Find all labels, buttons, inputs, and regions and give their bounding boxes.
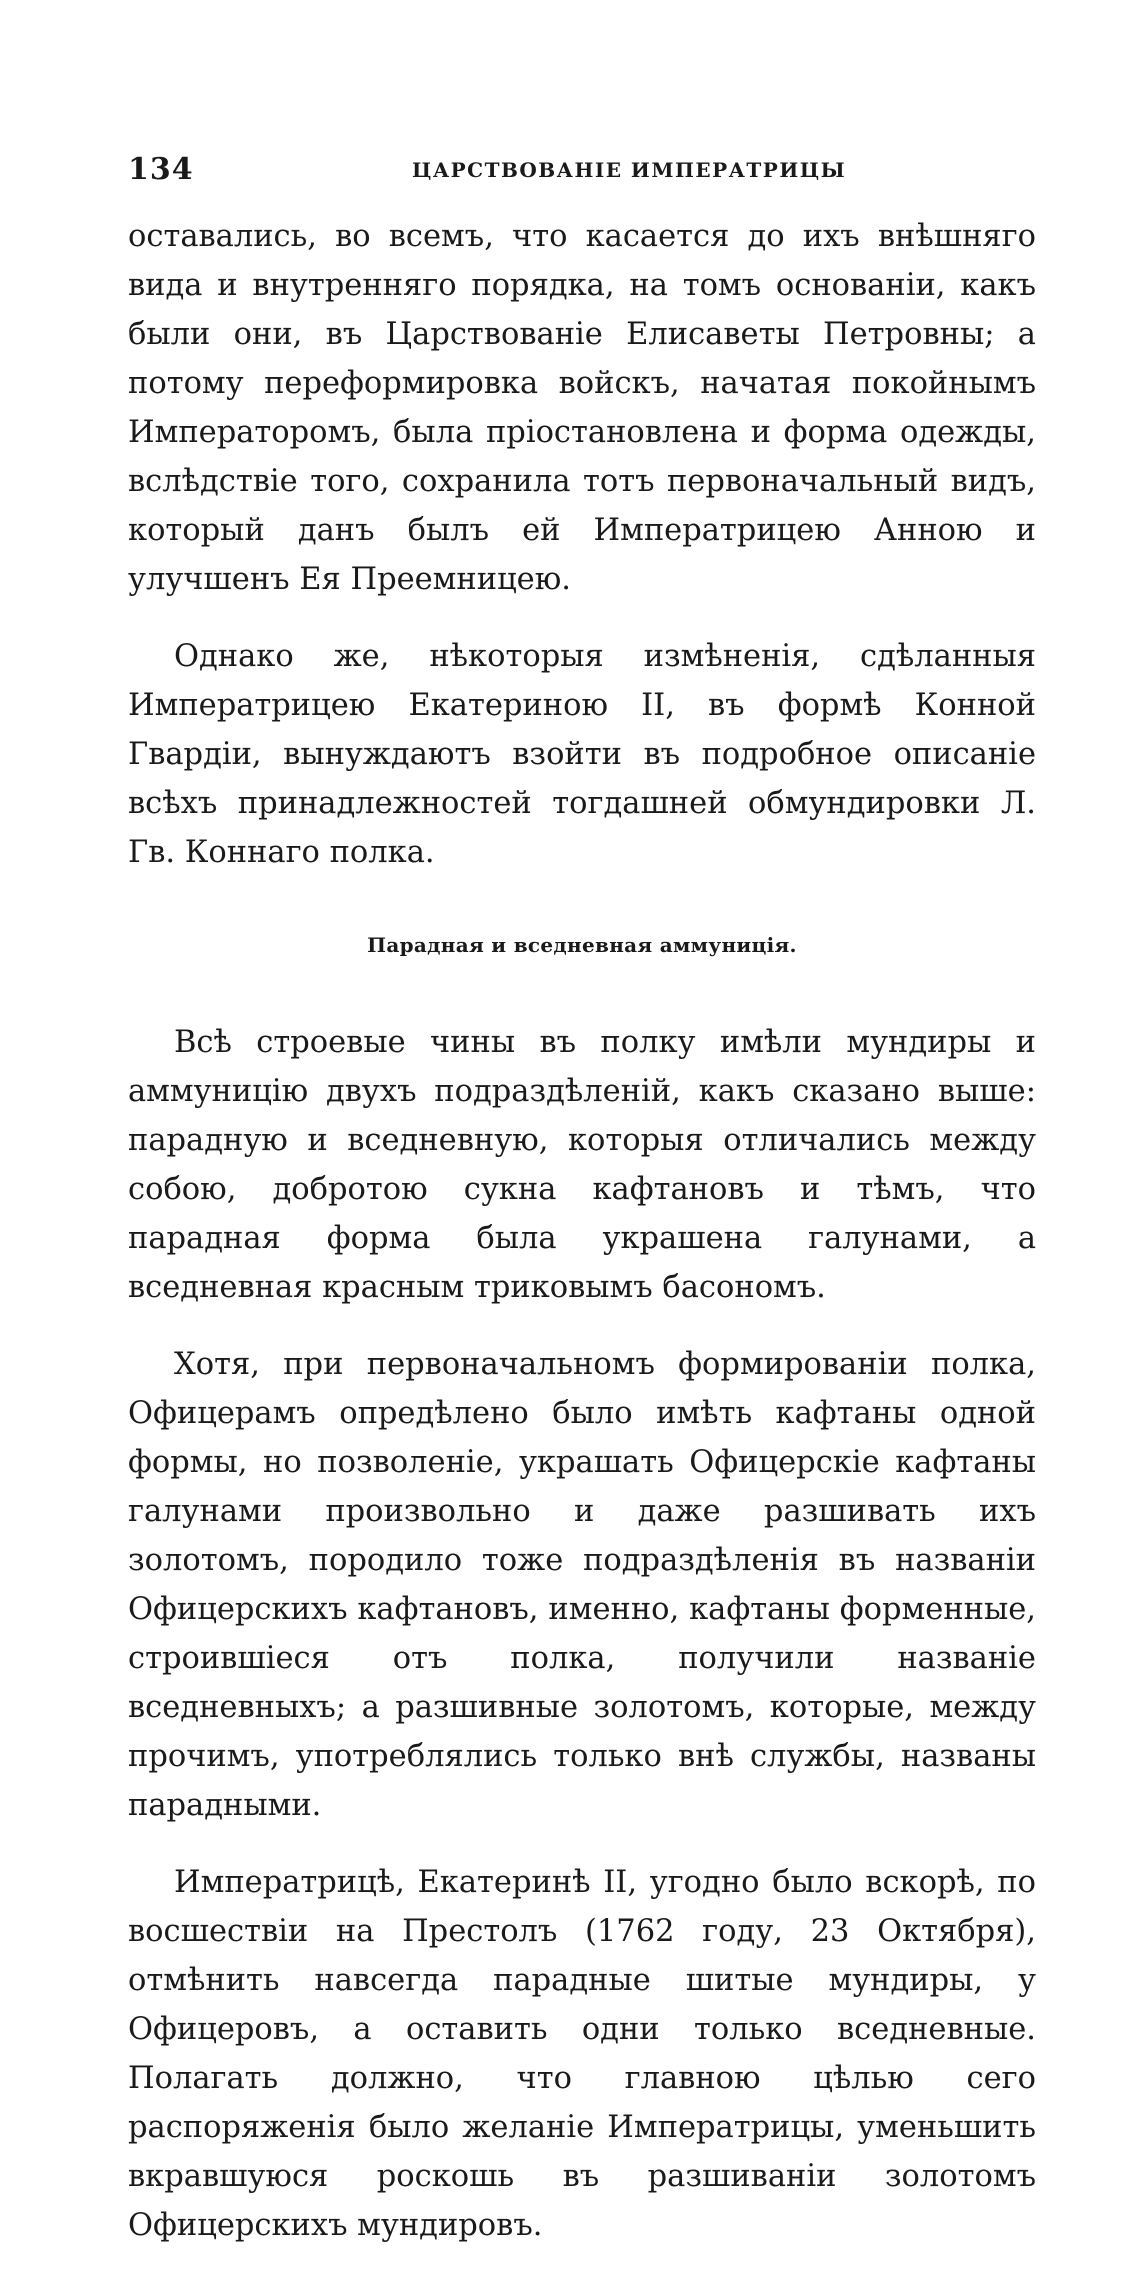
page-number: 134 [128, 152, 194, 187]
page-header [0, 152, 1140, 192]
paragraph: Однако же, нѣкоторыя измѣненія, сдѣланныя Императрицею Екатериною II, въ формѣ Конной Гвардіи, вынуждаютъ взойти въ подробное описаніе всѣхъ принадлежностей тогдашней обмундировки Л. Гв. Коннаго полка. [128, 639, 1036, 870]
paragraph: Императрицѣ, Екатеринѣ II, угодно было вскорѣ, по восшествіи на Престолъ (1762 году, 23 Октября), отмѣнить навсегда парадные шитые мундиры, у Офицеровъ, а оставить одни только вседневные. Полагать должно, что главною цѣлью сего распоряженія было желаніе Императрицы, уменьшить вкравшуюся роскошь въ разшиваніи золотомъ Офицерскихъ мундировъ. [128, 1865, 1036, 2243]
paragraph: Всѣ строевые чины въ полку имѣли мундиры и аммуницію двухъ подраздѣленій, какъ сказано выше: парадную и вседневную, которыя отличались между собою, добротою сукна кафтановъ и тѣмъ, что парадная форма была украшена галунами, а вседневная красным триковымъ басономъ. [128, 1025, 1036, 1305]
section-heading: Парадная и вседневная аммуниція. [367, 933, 797, 957]
paragraph: Хотя, при первоначальномъ формированіи полка, Офицерамъ опредѣлено было имѣть кафтаны одной формы, но позволеніе, украшать Офицерскіе кафтаны галунами произвольно и даже разшивать ихъ золотомъ, породило тоже подраздѣленія въ названіи Офицерскихъ кафтановъ, именно, кафтаны форменные, строившіеся отъ полка, получили названіе вседневныхъ; а разшивные золотомъ, которые, между прочимъ, употреблялись только внѣ службы, названы парадными. [128, 1347, 1036, 1823]
body-text [128, 212, 1036, 2278]
paragraph: оставались, во всемъ, что касается до ихъ внѣшняго вида и внутренняго порядка, на томъ основаніи, какъ были они, въ Царствованіе Елисаветы Петровны; а потому переформировка войскъ, начатая покойнымъ Императоромъ, была пріостановлена и форма одежды, вслѣдствіе того, сохранила тотъ первоначальный видъ, который данъ былъ ей Императрицею Анною и улучшенъ Ея Преемницею. [128, 219, 1036, 597]
running-head: ЦАРСТВОВАНІЕ ИМПЕРАТРИЦЫ [412, 158, 847, 182]
